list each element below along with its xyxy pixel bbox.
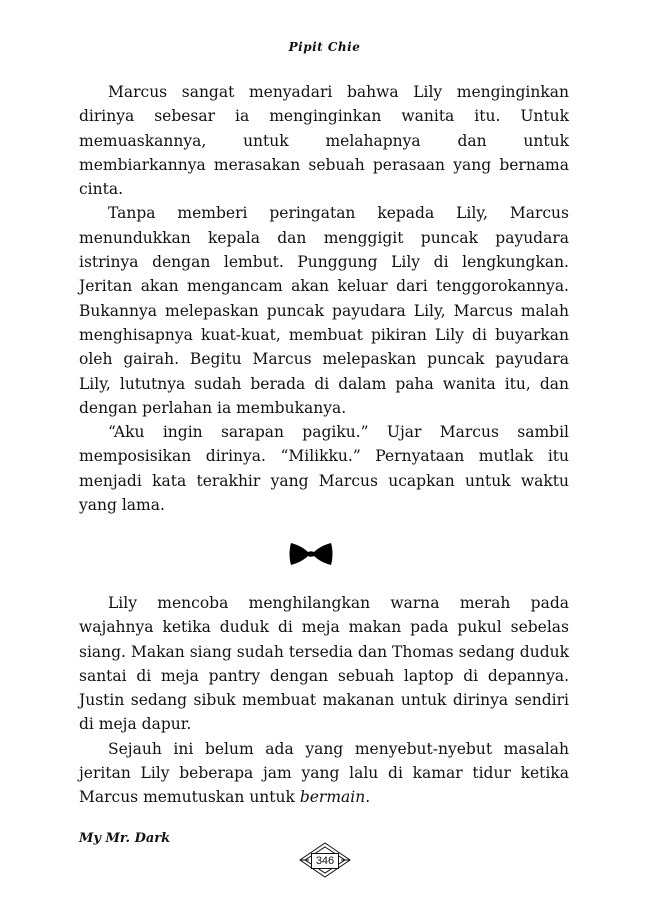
running-header-author: Pipit Chie bbox=[288, 40, 361, 54]
text-block-top bbox=[79, 80, 569, 517]
bow-tie-icon bbox=[289, 541, 333, 567]
paragraph: Lily mencoba menghilangkan warna merah pada wajahnya ketika duduk di meja makan pada pukul sebelas siang. Makan siang sudah tersedia dan Thomas sedang duduk santai di meja pantry dengan sebuah laptop di depannya. Justin sedang sibuk membuat makanan untuk dirinya sendiri di meja dapur. bbox=[79, 594, 569, 734]
paragraph: Tanpa memberi peringatan kepada Lily, Marcus menundukkan kepala dan menggigit puncak payudara istrinya dengan lembut. Punggung Lily di lengkungkan. Jeritan akan mengancam akan keluar dari tenggorokannya. Bukannya melepaskan puncak payudara Lily, Marcus malah menghisapnya kuat-kuat, membuat pikiran Lily di buyarkan oleh gairah. Begitu Marcus melepaskan puncak payudara Lily, lututnya sudah berada di dalam paha wanita itu, dan dengan perlahan ia membukanya. bbox=[79, 204, 569, 417]
paragraph-last bbox=[79, 737, 569, 810]
paragraph-text: Sejauh ini belum ada yang menyebut-nyebut masalah jeritan Lily beberapa jam yang lalu di kamar tidur ketika Marcus memutuskan untuk bbox=[79, 739, 569, 807]
paragraph: “Aku ingin sarapan pagiku.” Ujar Marcus sambil memposisikan dirinya. “Milikku.” Pernyataan mutlak itu menjadi kata terakhir yang Marcus ucapkan untuk waktu yang lama. bbox=[79, 423, 569, 515]
page-number: 346 bbox=[311, 853, 339, 869]
paragraph: Marcus sangat menyadari bahwa Lily menginginkan dirinya sebesar ia menginginkan wanita itu. Untuk memuaskannya, untuk melahapnya dan untuk membiarkannya merasakan sebuah perasaan yang bernama cinta. bbox=[79, 83, 569, 199]
footer-book-title: My Mr. Dark bbox=[79, 831, 171, 846]
paragraph-end: . bbox=[365, 788, 371, 807]
emphasis-word: bermain bbox=[299, 788, 366, 807]
text-block-bottom bbox=[79, 591, 569, 810]
